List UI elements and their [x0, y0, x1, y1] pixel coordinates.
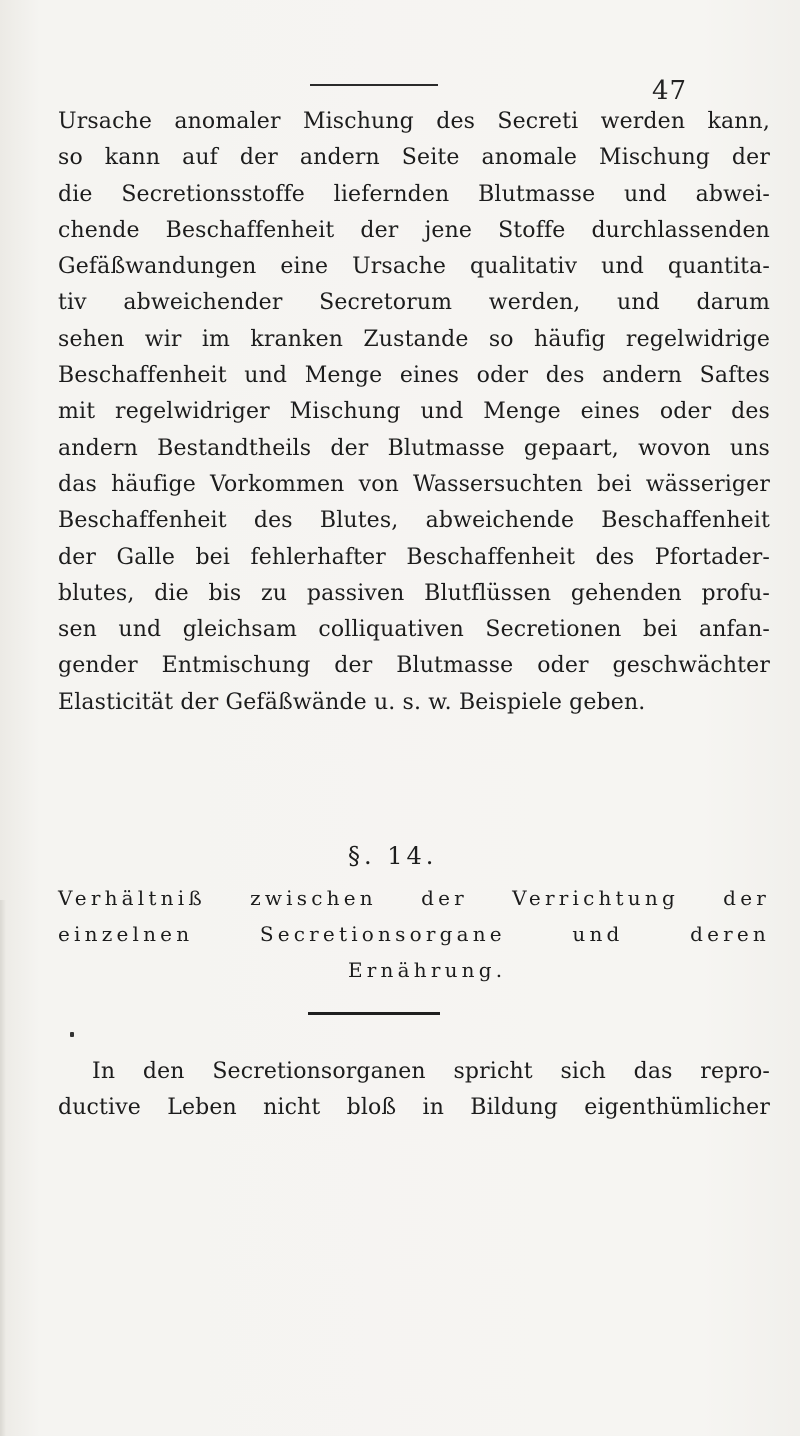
text-line: sehen wir im kranken Zustande so häufig regelwidrige [58, 326, 770, 352]
paragraph-2 [58, 1054, 770, 1127]
text-line: sen und gleichsam colliquativen Secretionen bei anfan- [58, 617, 770, 643]
text-line: blutes, die bis zu passiven Blutflüssen gehenden profu- [58, 580, 770, 606]
paragraph-1 [58, 104, 770, 721]
text-line: Beschaffenheit und Menge eines oder des andern Saftes [58, 363, 770, 389]
text-line: das häufige Vorkommen von Wassersuchten bei wässeriger [58, 471, 770, 497]
text-line: chende Beschaffenheit der jene Stoffe durchlassenden [58, 217, 770, 243]
text-line: ductive Leben nicht bloß in Bildung eigenthümlicher [58, 1095, 770, 1121]
ink-speck [70, 1032, 74, 1037]
heading-line: einzelnen Secretionsorgane und deren [58, 922, 770, 946]
text-line: Gefäßwandungen eine Ursache qualitativ und quantita- [58, 254, 770, 280]
text-line: tiv abweichender Secretorum werden, und darum [58, 290, 770, 316]
section-heading [58, 880, 770, 988]
text-line: so kann auf der andern Seite anomale Mischung der [58, 145, 770, 171]
page-number: 47 [652, 76, 688, 106]
text-line: Beschaffenheit des Blutes, abweichende Beschaffenheit [58, 508, 770, 534]
heading-line: Verhältniß zwischen der Verrichtung der [58, 886, 770, 910]
heading-line: Ernährung. [348, 958, 507, 982]
section-number: §. 14. [348, 842, 438, 870]
header-rule [310, 84, 438, 86]
text-line: Ursache anomaler Mischung des Secreti werden kann, [58, 109, 770, 134]
page-edge-shadow [0, 900, 6, 1436]
section-divider [308, 1012, 440, 1015]
text-line: die Secretionsstoffe liefernden Blutmasse und abwei- [58, 181, 770, 207]
text-line: mit regelwidriger Mischung und Menge eines oder des [58, 399, 770, 425]
text-line: der Galle bei fehlerhafter Beschaffenheit des Pfortader- [58, 544, 770, 570]
text-line: andern Bestandtheils der Blutmasse gepaart, wovon uns [58, 435, 770, 461]
text-line: gender Entmischung der Blutmasse oder geschwächter [58, 653, 770, 679]
text-line: Elasticität der Gefäßwände u. s. w. Beispiele geben. [58, 689, 646, 715]
text-line: In den Secretionsorganen spricht sich das repro- [92, 1059, 770, 1084]
